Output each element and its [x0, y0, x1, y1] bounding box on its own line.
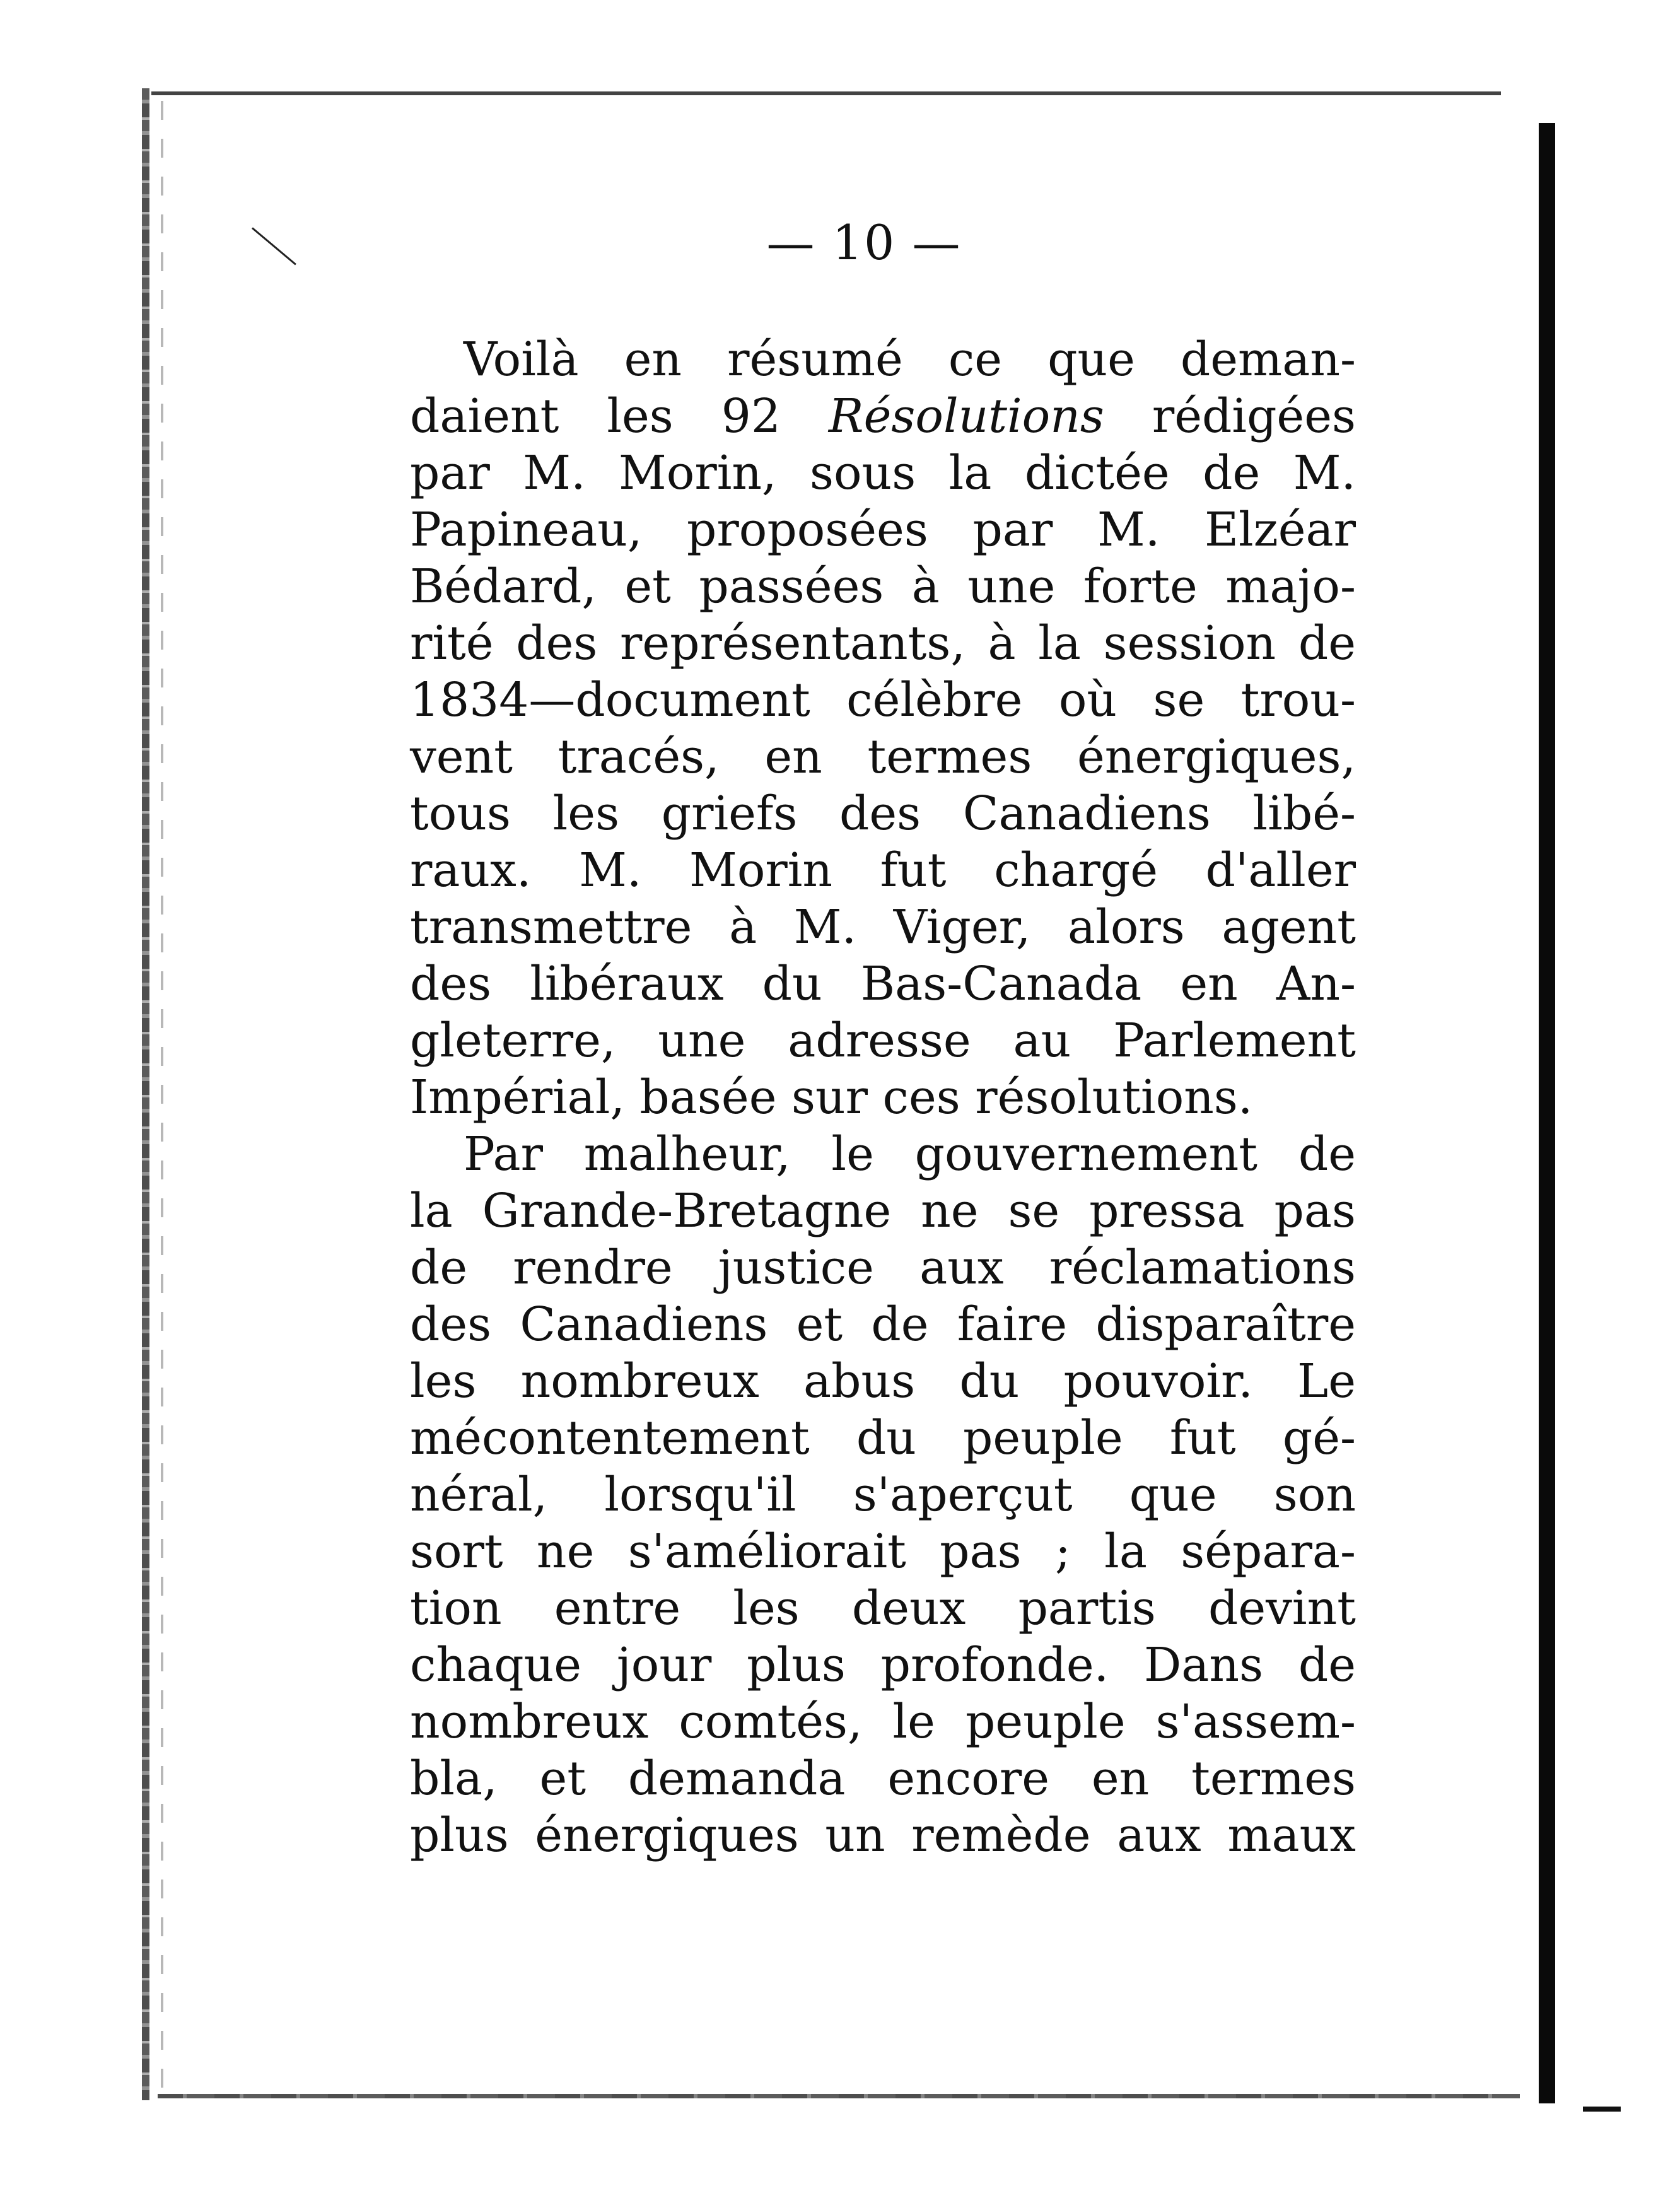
- body-text: [410, 331, 1356, 1864]
- text-line: néral, lorsqu'il s'aperçut que son: [410, 1468, 1356, 1522]
- text-line: des Canadiens et de faire disparaître: [410, 1297, 1356, 1352]
- text-line: rité des représentants, à la session de: [410, 616, 1356, 670]
- page-border-bottom-right: [1583, 2107, 1621, 2112]
- text-fragment: daient les 92: [410, 389, 829, 443]
- text-line: chaque jour plus profonde. Dans de: [410, 1638, 1356, 1692]
- text-line: gleterre, une adresse au Parlement: [410, 1014, 1356, 1068]
- text-line: Voilà en résumé ce que deman-: [464, 332, 1356, 387]
- text-line: tous les griefs des Canadiens libé-: [410, 786, 1356, 841]
- text-line: Papineau, proposées par M. Elzéar: [410, 503, 1356, 557]
- text-line: vent tracés, en termes énergiques,: [410, 730, 1356, 784]
- text-line: [410, 388, 1356, 445]
- italic-title: Résolutions: [828, 389, 1104, 443]
- page-border-left-faint: [161, 101, 163, 2088]
- page-border-left: [142, 88, 149, 2100]
- text-line: Impérial, basée sur ces résolutions.: [410, 1070, 1253, 1125]
- text-line: des libéraux du Bas-Canada en An-: [410, 957, 1356, 1011]
- text-line: mécontentement du peuple fut gé-: [410, 1411, 1356, 1465]
- text-line: Bédard, et passées à une forte majo-: [410, 559, 1356, 614]
- text-line: tion entre les deux partis devint: [410, 1581, 1356, 1635]
- page-border-bottom: [158, 2094, 1520, 2098]
- text-line: la Grande-Bretagne ne se pressa pas: [410, 1184, 1356, 1238]
- text-line: nombreux comtés, le peuple s'assem-: [410, 1695, 1356, 1749]
- text-line: raux. M. Morin fut chargé d'aller: [410, 843, 1356, 897]
- text-line: par M. Morin, sous la dictée de M.: [410, 446, 1356, 500]
- text-line: de rendre justice aux réclamations: [410, 1241, 1356, 1295]
- page-border-top: [151, 91, 1501, 95]
- text-line: plus énergiques un remède aux maux: [410, 1808, 1356, 1862]
- stray-ink-mark: [252, 227, 296, 265]
- text-line: bla, et demanda encore en termes: [410, 1751, 1356, 1806]
- page-border-right: [1539, 123, 1555, 2103]
- text-line: Par malheur, le gouvernement de: [464, 1127, 1356, 1181]
- page-number: — 10 —: [766, 214, 962, 271]
- text-line: sort ne s'améliorait pas ; la sépara-: [410, 1524, 1356, 1579]
- text-line: les nombreux abus du pouvoir. Le: [410, 1354, 1356, 1408]
- text-line: 1834—document célèbre où se trou-: [410, 673, 1356, 727]
- text-line: transmettre à M. Viger, alors agent: [410, 900, 1356, 954]
- text-fragment: rédigées: [1104, 389, 1356, 443]
